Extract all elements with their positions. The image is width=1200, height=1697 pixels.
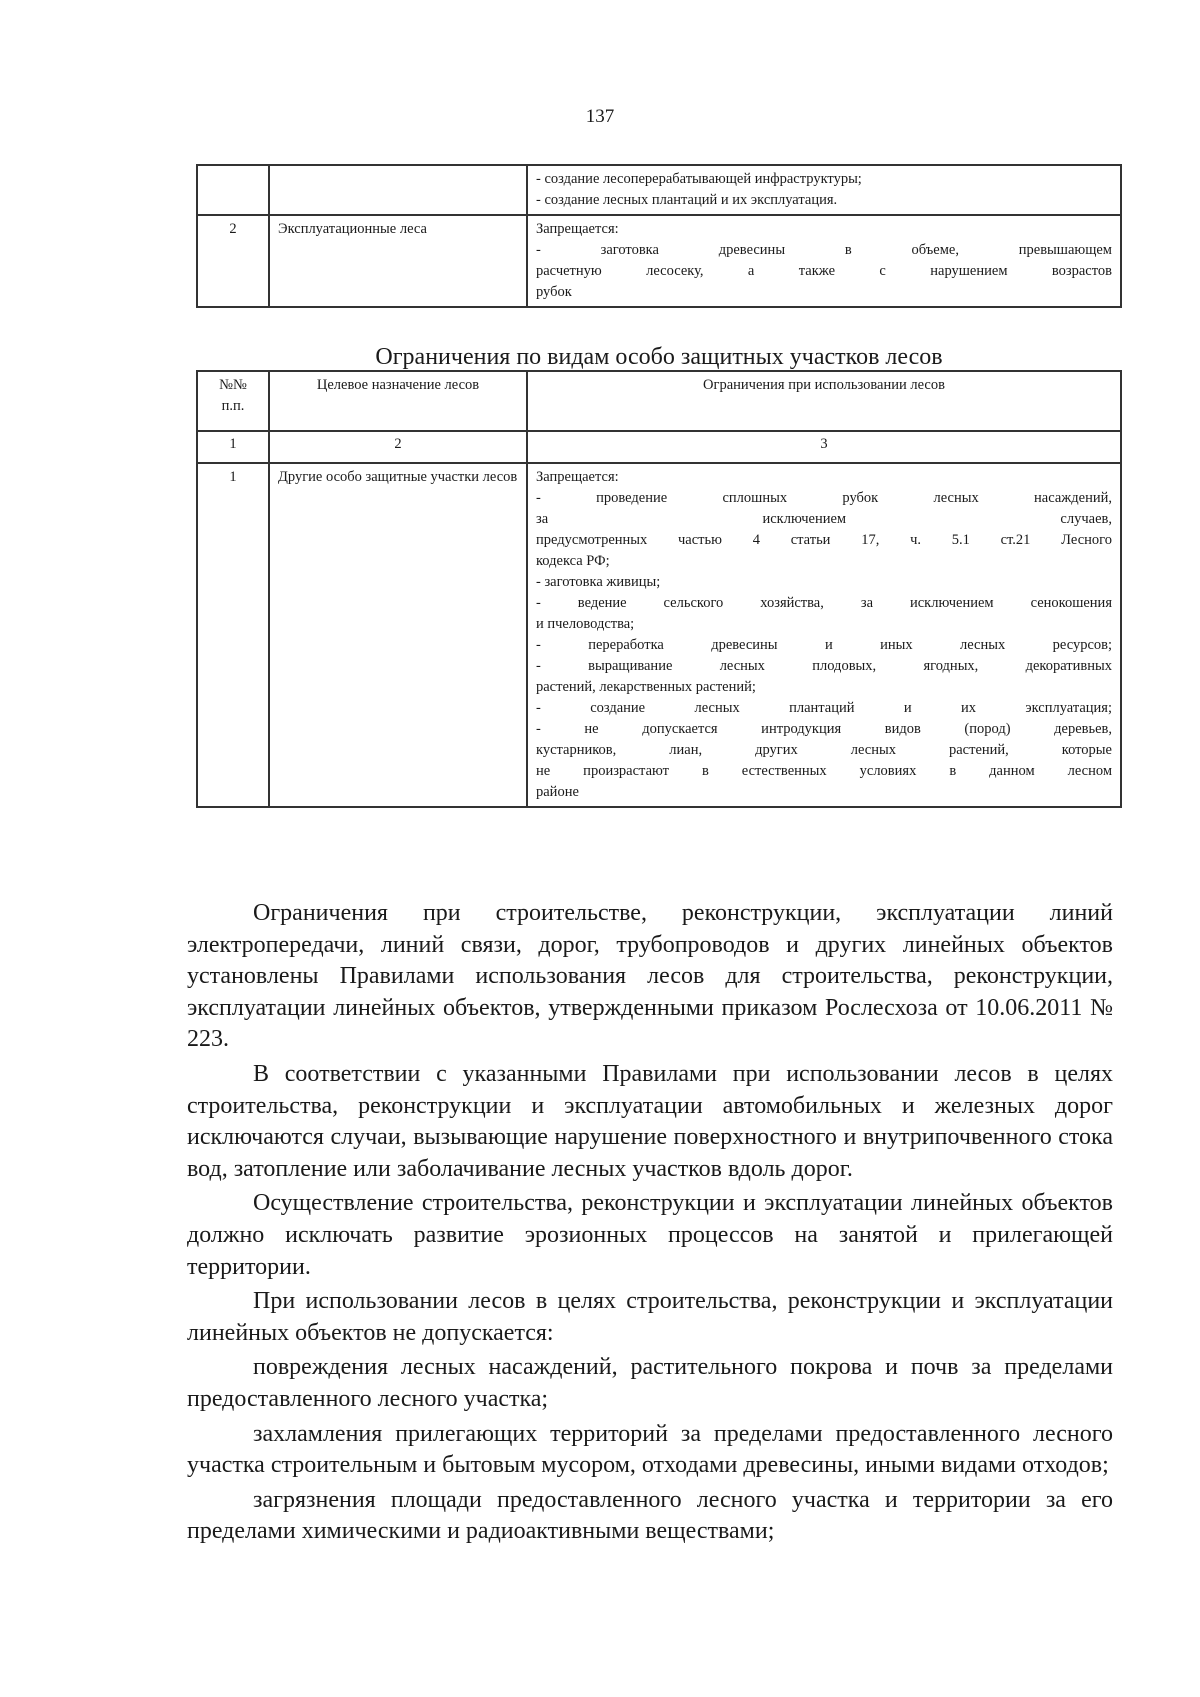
num-cell: 1 <box>197 463 269 807</box>
num-cell <box>197 165 269 215</box>
protective-areas-restrictions-table <box>196 370 1122 808</box>
table-title: Ограничения по видам особо защитных участков лесов <box>375 344 943 370</box>
restriction-line: - не допускается интродукция видов (пород) деревьев, <box>536 721 1112 738</box>
restriction-line: - проведение сплошных рубок лесных насаждений, <box>536 490 1112 507</box>
column-number: 1 <box>197 431 269 463</box>
paragraph: повреждения лесных насаждений, растительного покрова и почв за пределами предоставленного лесного участка; <box>187 1354 1113 1412</box>
restrictions-cell <box>527 463 1121 807</box>
restriction-line: - переработка древесины и иных лесных ресурсов; <box>536 637 1112 654</box>
restriction-line: Запрещается: <box>536 221 619 238</box>
paragraph: Осуществление строительства, реконструкции и эксплуатации линейных объектов должно исключать развитие эрозионных процессов на занятой и прилегающей территории. <box>187 1190 1113 1280</box>
purpose-cell <box>269 165 527 215</box>
restriction-line: растений, лекарственных растений; <box>536 679 756 696</box>
num-cell: 2 <box>197 215 269 307</box>
restriction-line: предусмотренных частью 4 статьи 17, ч. 5.1 ст.21 Лесного <box>536 532 1112 549</box>
restriction-line: расчетную лесосеку, а также с нарушением возрастов <box>536 263 1112 280</box>
restriction-line: - заготовка древесины в объеме, превышающем <box>536 242 1112 259</box>
table-header-row <box>197 371 1121 431</box>
page-number: 137 <box>585 106 615 127</box>
restrictions-cell <box>527 165 1121 215</box>
restriction-line: за исключением случаев, <box>536 511 1112 528</box>
restriction-line: - ведение сельского хозяйства, за исключением сенокошения <box>536 595 1112 612</box>
restriction-line: рубок <box>536 284 572 301</box>
purpose-cell: Другие особо защитные участки лесов <box>269 463 527 807</box>
restriction-line: - заготовка живицы; <box>536 574 661 591</box>
column-number-row <box>197 431 1121 463</box>
restriction-line: - создание лесных плантаций и их эксплуатация; <box>536 700 1112 717</box>
paragraph: В соответствии с указанными Правилами при использовании лесов в целях строительства, реконструкции и эксплуатации автомобильных и железных дорог исключаются случаи, вызывающие нарушение поверхностного и внутрипочвенного стока вод, затопление или заболачивание лесных участков вдоль дорог. <box>187 1060 1113 1182</box>
restriction-line: кустарников, лиан, других лесных растений, которые <box>536 742 1112 759</box>
paragraph: Ограничения при строительстве, реконструкции, эксплуатации линий электропередачи, линий связи, дорог, трубопроводов и других линейных объектов установлены Правилами использования лесов для строительства, реконструкции, эксплуатации линейных объектов, утвержденными приказом Рослесхоза от 10.06.2011 № 223. <box>187 900 1113 1053</box>
column-number: 3 <box>527 431 1121 463</box>
paragraph: захламления прилегающих территорий за пределами предоставленного лесного участка строительным и бытовым мусором, отходами древесины, иными видами отходов; <box>187 1420 1113 1479</box>
purpose-cell: Эксплуатационные леса <box>269 215 527 307</box>
restriction-line: не произрастают в естественных условиях в данном лесном <box>536 763 1112 780</box>
restrictions-cell <box>527 215 1121 307</box>
paragraph: загрязнения площади предоставленного лесного участка и территории за его пределами химическими и радиоактивными веществами; <box>187 1486 1113 1545</box>
header-purpose: Целевое назначение лесов <box>269 371 527 431</box>
table-row <box>197 215 1121 307</box>
restriction-line: районе <box>536 784 579 801</box>
restriction-line: - создание лесоперерабатывающей инфраструктуры; <box>536 171 862 187</box>
restriction-line: кодекса РФ; <box>536 553 610 570</box>
forest-restrictions-table-continued <box>196 164 1122 308</box>
body-text <box>187 898 1113 1551</box>
paragraph: При использовании лесов в целях строительства, реконструкции и эксплуатации линейных объектов не допускается: <box>187 1288 1113 1346</box>
table-row <box>197 463 1121 807</box>
table-row <box>197 165 1121 215</box>
restriction-line: и пчеловодства; <box>536 616 635 633</box>
restriction-line: - выращивание лесных плодовых, ягодных, декоративных <box>536 658 1112 675</box>
header-restrictions: Ограничения при использовании лесов <box>527 371 1121 431</box>
restriction-line: Запрещается: <box>536 469 619 485</box>
restriction-line: - создание лесных плантаций и их эксплуатация. <box>536 192 838 209</box>
column-number: 2 <box>269 431 527 463</box>
header-num: №№ п.п. <box>197 371 269 431</box>
